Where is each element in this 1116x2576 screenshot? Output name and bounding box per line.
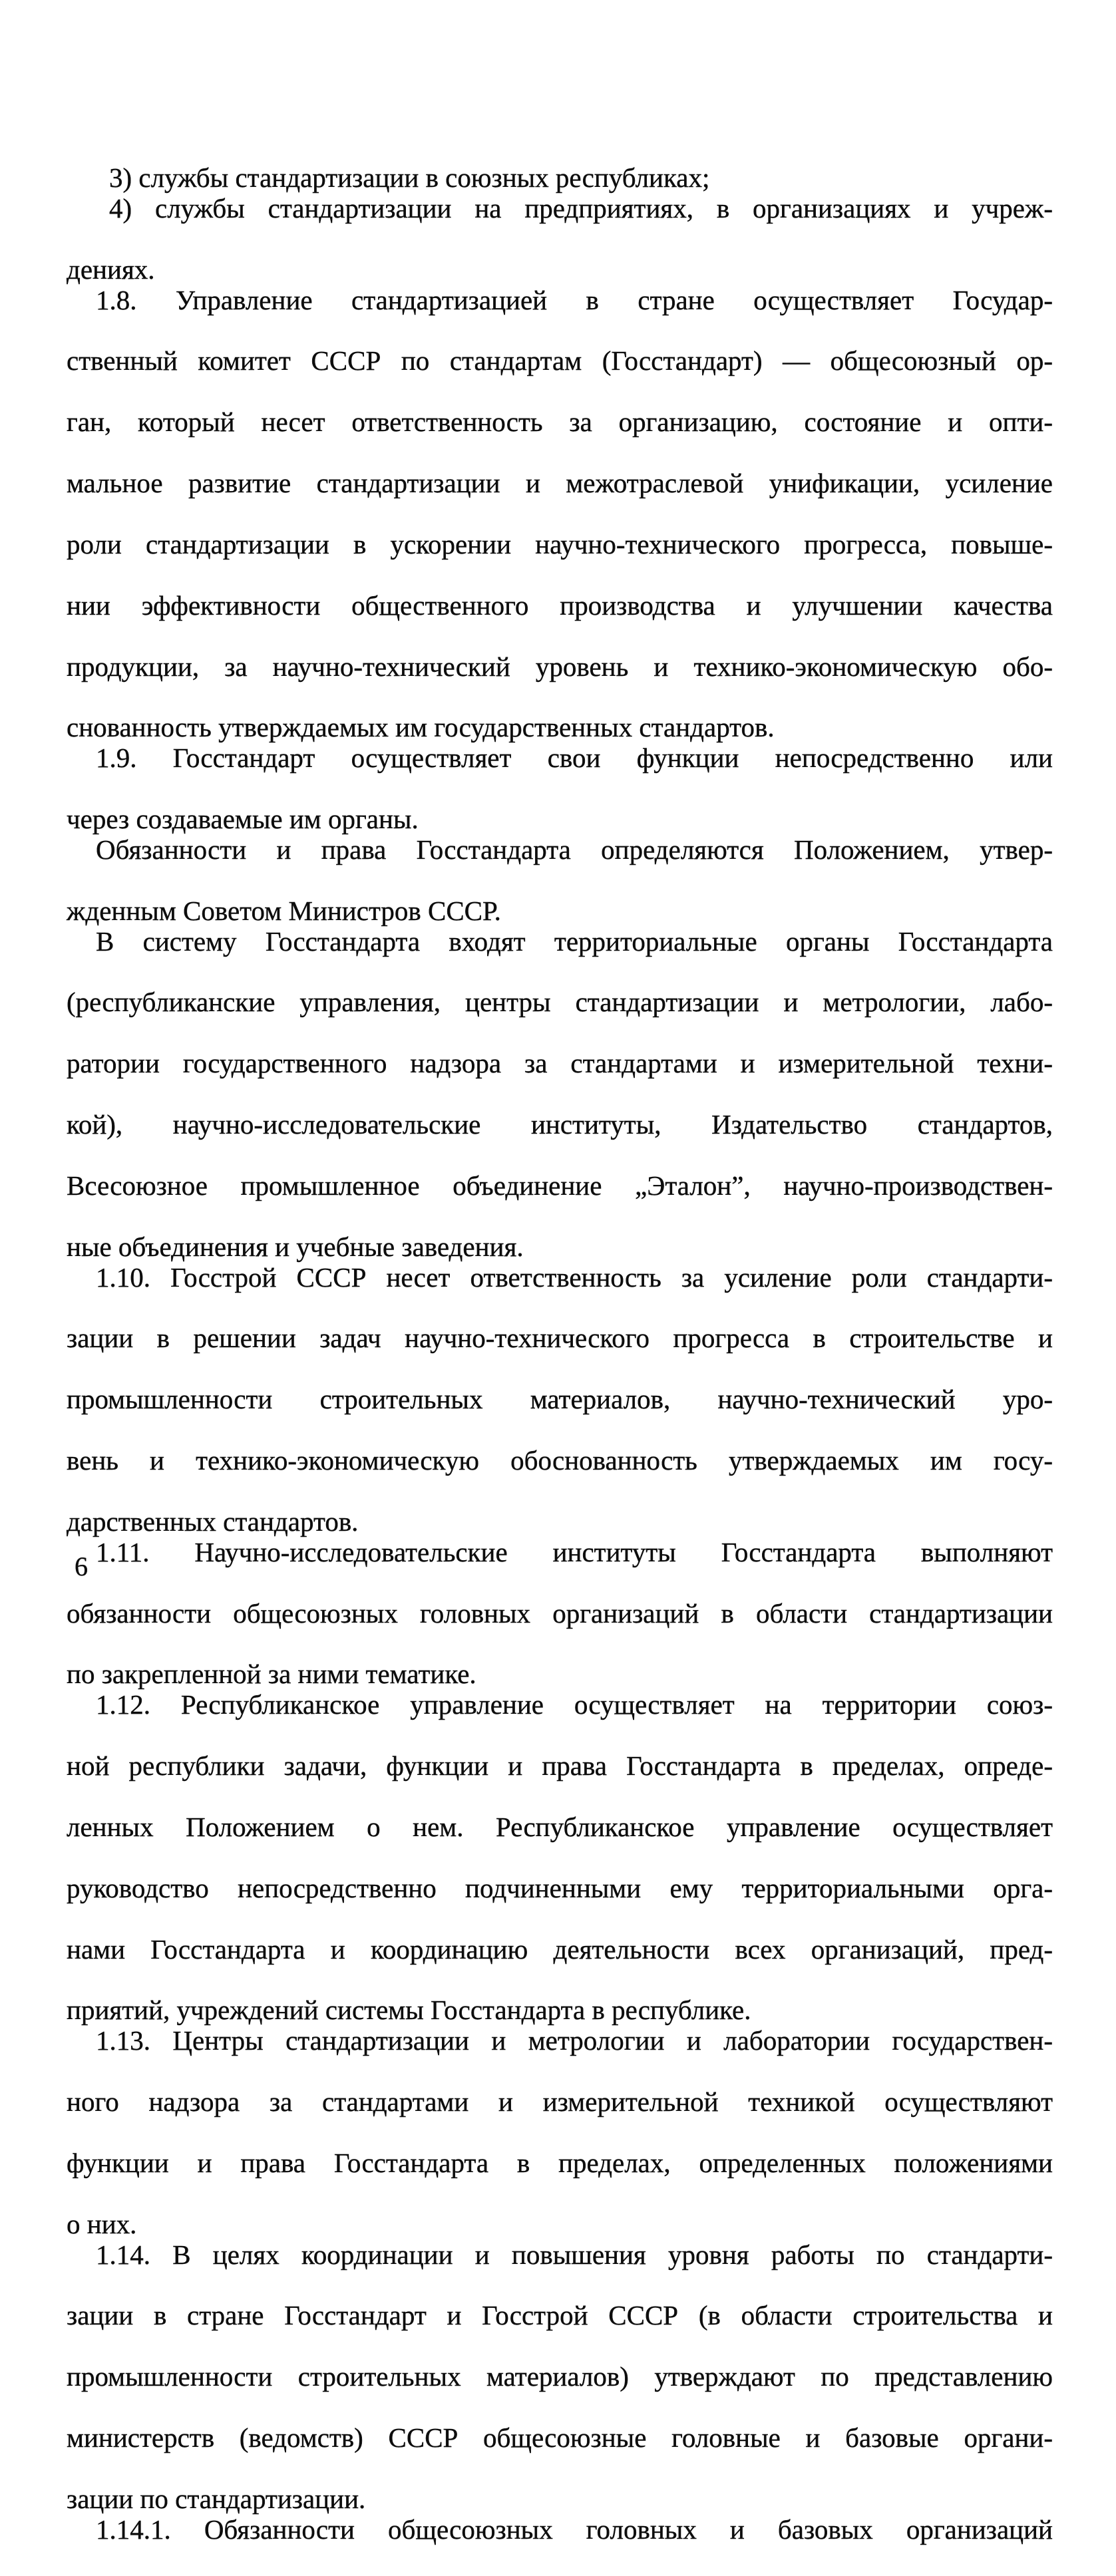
text-line: 4) службы стандартизации на предприятиях, в организациях и учреж-	[109, 192, 1053, 224]
text-line: 1.13. Центры стандартизации и метрологии и лаборатории государствен-	[96, 2025, 1053, 2056]
text-line: зации по стандартизации.	[67, 2483, 366, 2514]
text-line: ные объединения и учебные заведения.	[67, 1231, 524, 1262]
text-line: ган, который несет ответственность за организацию, состояние и опти-	[67, 406, 1053, 438]
text-line: промышленности строительных материалов) утверждают по представлению	[67, 2361, 1053, 2392]
text-line: нами Госстандарта и координацию деятельности всех организаций, пред-	[67, 1933, 1053, 1965]
text-line: жденным Советом Министров СССР.	[67, 895, 501, 926]
text-line: ственный комитет СССР по стандартам (Госстандарт) — общесоюзный ор-	[67, 345, 1053, 377]
text-line: ной республики задачи, функции и права Госстандарта в пределах, опреде-	[67, 1750, 1053, 1782]
text-line: по закрепленной за ними тематике.	[67, 1659, 476, 1690]
text-line: мальное развитие стандартизации и межотраслевой унификации, усиление	[67, 468, 1053, 499]
text-line: вень и технико-экономическую обоснованность утверждаемых им госу-	[67, 1445, 1053, 1476]
document-text-block	[67, 163, 1053, 2576]
text-line: дениях.	[67, 253, 155, 285]
text-line: через создаваемые им органы.	[67, 804, 419, 835]
text-line: 1.14. В целях координации и повышения уровня работы по стандарти-	[96, 2239, 1053, 2270]
text-line: функции и права Госстандарта в пределах, определенных положениями	[67, 2147, 1053, 2178]
text-line: 1.9. Госстандарт осуществляет свои функции непосредственно или	[96, 742, 1053, 774]
text-line: министерств (ведомств) СССР общесоюзные головные и базовые органи-	[67, 2422, 1053, 2454]
text-line: кой), научно-исследовательские институты, Издательство стандартов,	[67, 1109, 1053, 1140]
text-line: о них.	[67, 2208, 137, 2239]
text-line: 1.10. Госстрой СССР несет ответственность за усиление роли стандарти-	[96, 1261, 1053, 1293]
text-line: В систему Госстандарта входят территориальные органы Госстандарта	[96, 925, 1053, 957]
text-line: Обязанности и права Госстандарта определяются Положением, утвер-	[96, 834, 1053, 865]
text-line: зации в стране Госстандарт и Госстрой СССР (в области строительства и	[67, 2300, 1053, 2331]
text-line: дарственных стандартов.	[67, 1506, 359, 1537]
text-line: 1.14.1. Обязанности общесоюзных головных и базовых организаций	[96, 2513, 1053, 2545]
page-number: 6	[75, 1551, 88, 1581]
text-line: 1.8. Управление стандартизацией в стране осуществляет Государ-	[96, 284, 1053, 315]
text-line: нии эффективности общественного производства и улучшении качества	[67, 589, 1053, 621]
text-line: снованность утверждаемых им государственных стандартов.	[67, 712, 775, 743]
text-line: ного надзора за стандартами и измерительной техникой осуществляют	[67, 2086, 1053, 2118]
text-line: (республиканские управления, центры стандартизации и метрологии, лабо-	[67, 987, 1053, 1018]
text-line: приятий, учреждений системы Госстандарта в республике.	[67, 1995, 751, 2026]
text-line: Всесоюзное промышленное объединение „Эталон”, научно-производствен-	[67, 1170, 1053, 1201]
text-line: продукции, за научно-технический уровень и технико-экономическую обо-	[67, 651, 1053, 682]
text-line: ратории государственного надзора за стандартами и измерительной техни-	[67, 1048, 1053, 1079]
text-line: 1.12. Республиканское управление осуществляет на территории союз-	[96, 1689, 1053, 1720]
text-line: руководство непосредственно подчиненными ему территориальными орга-	[67, 1872, 1053, 1903]
text-line: ленных Положением о нем. Республиканское управление осуществляет	[67, 1811, 1053, 1842]
text-line: зации в решении задач научно-технического прогресса в строительстве и	[67, 1323, 1053, 1354]
text-line: промышленности строительных материалов, научно-технический уро-	[67, 1384, 1053, 1415]
text-line: 3) службы стандартизации в союзных республиках;	[109, 162, 710, 193]
text-line: обязанности общесоюзных головных организаций в области стандартизации	[67, 1597, 1053, 1629]
text-line: роли стандартизации в ускорении научно-технического прогресса, повыше-	[67, 528, 1053, 560]
text-line: 1.11. Научно-исследовательские институты Госстандарта выполняют	[96, 1536, 1053, 1567]
